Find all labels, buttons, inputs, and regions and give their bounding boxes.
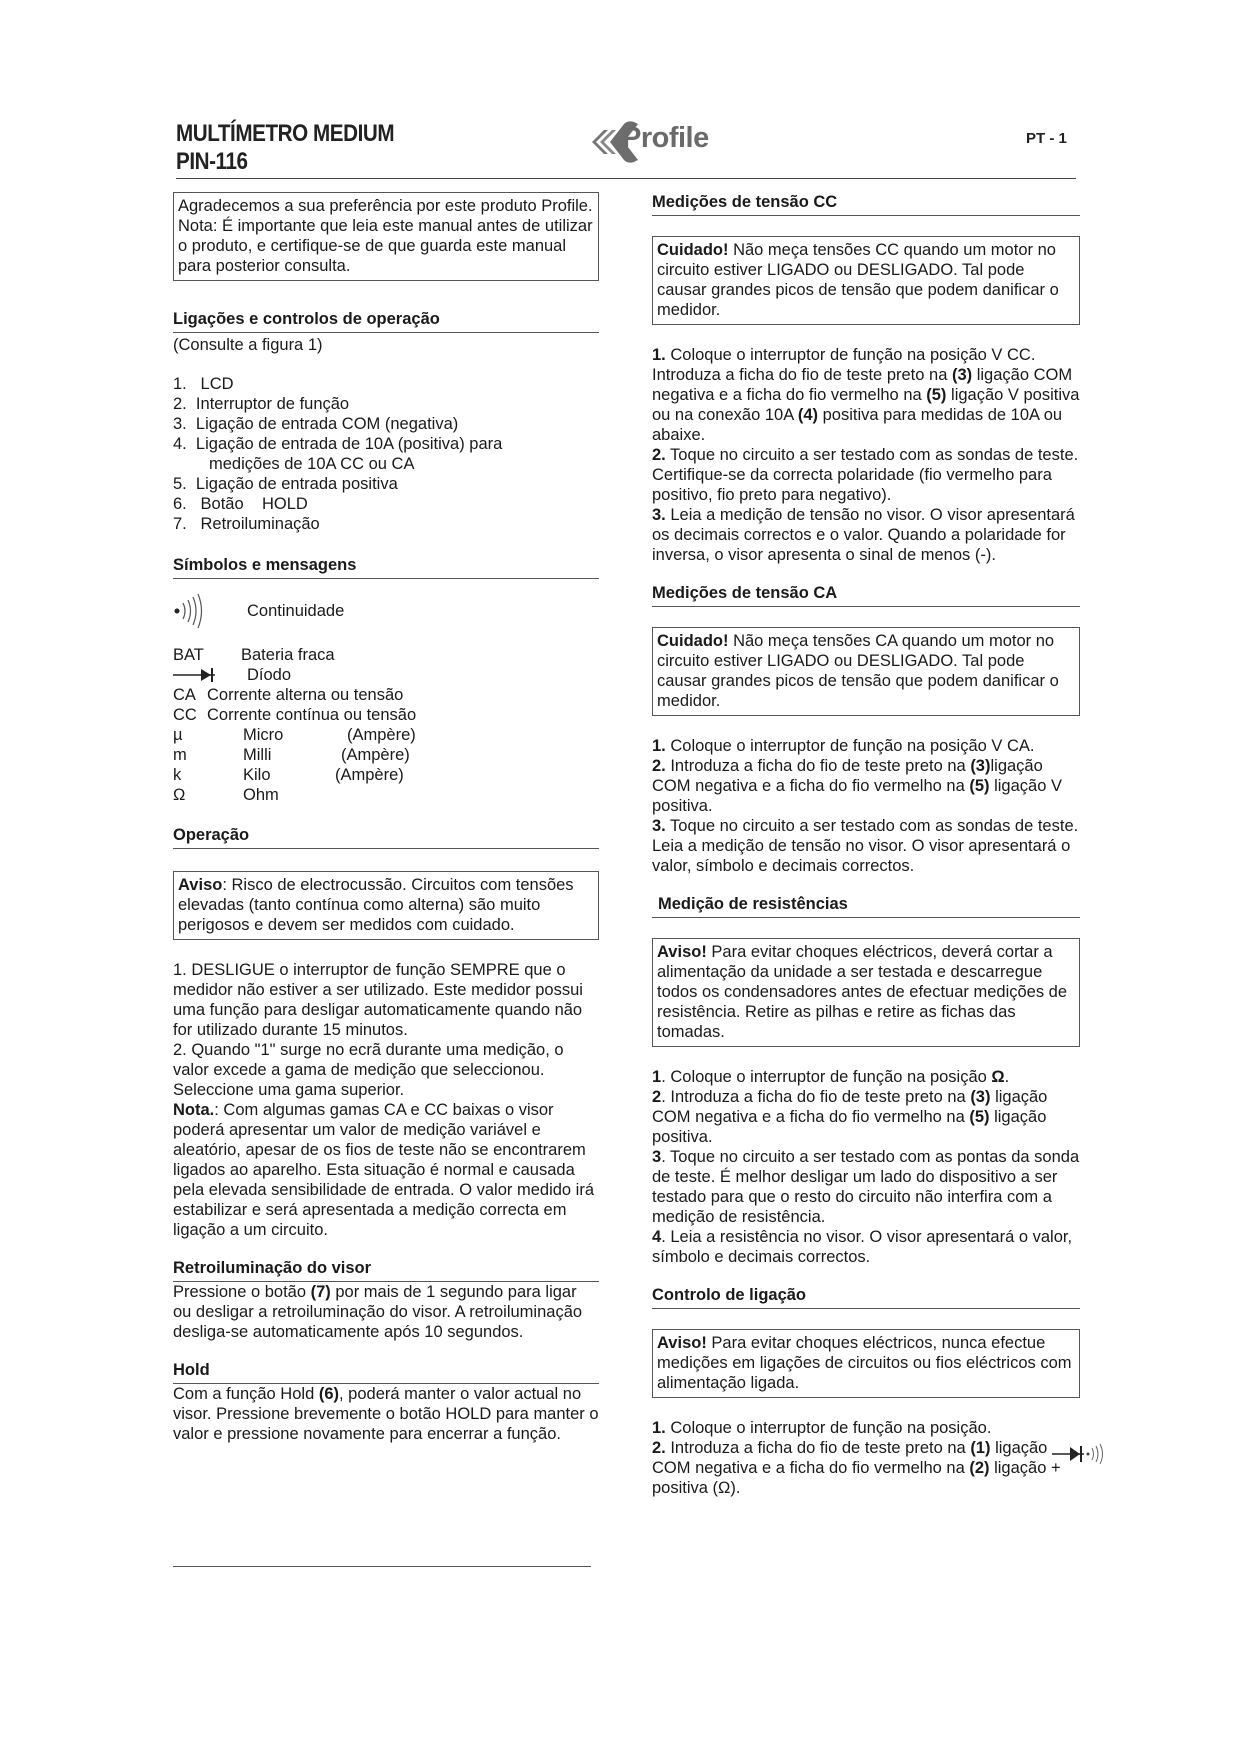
- symbol-row-continuity: [173, 591, 599, 631]
- text-run: Pressione o botão: [173, 1283, 311, 1301]
- logo-wordmark: Profile: [622, 122, 709, 154]
- dc-step-2: [652, 445, 1080, 505]
- list-item: 6. Botão HOLD: [173, 495, 308, 513]
- profile-logo: [578, 112, 708, 172]
- unit-name: Ohm: [243, 786, 279, 804]
- unit-name: Micro: [243, 726, 284, 744]
- ac-heading: Medições de tensão CA: [652, 583, 1080, 607]
- operation-warning-box: [173, 871, 599, 940]
- connections-sub: (Consulte a figura 1): [173, 336, 323, 354]
- warning-text: Para evitar choques eléctricos, deverá cortar a alimentação da unidade a ser testada e descarregue todos os condensadores antes de efectuar medições de resistência. Retire as pilhas e retire as fichas das tomadas.: [657, 943, 1068, 1041]
- warning-text: Para evitar choques eléctricos, nunca efectue medições em ligações de circuitos ou fios eléctricos com alimentação ligada.: [657, 1334, 1072, 1392]
- continuity-step-2: [652, 1438, 1080, 1498]
- dc-heading: Medições de tensão CC: [652, 192, 1080, 216]
- text-run: . Toque no circuito a ser testado com as pontas da sonda de teste. É melhor desligar um lado do dispositivo a ser testado para que o resto do circuito não interfira com a medição de resistência.: [652, 1148, 1080, 1226]
- step-number: 1.: [652, 1419, 666, 1437]
- text-run: Coloque o interruptor de função na posição.: [665, 1419, 992, 1437]
- connections-list: [173, 374, 599, 534]
- unit-symbol: µ: [173, 726, 183, 744]
- unit-name: Kilo: [243, 766, 271, 784]
- warning-label: Cuidado!: [657, 632, 729, 650]
- continuity-warning: [657, 1333, 1075, 1393]
- text-run: . Introduza a ficha do fio de teste preto na: [661, 1088, 971, 1106]
- warning-label: Aviso: [178, 876, 223, 894]
- backlight-text: [173, 1282, 599, 1342]
- header-divider: [176, 178, 1076, 179]
- connections-heading: Ligações e controlos de operação: [173, 309, 599, 333]
- symbol-row-cc: [173, 705, 599, 725]
- dc-warning-box: [652, 236, 1080, 325]
- text-run: Leia a medição de tensão no visor. O visor apresentará os decimais correctos e o valor. Quando a polaridade for inversa, o visor apresenta o sinal de menos (-).: [652, 506, 1075, 564]
- unit-qualifier: (Ampère): [335, 766, 404, 784]
- step-number: 1: [652, 1068, 662, 1086]
- unit-qualifier: (Ampère): [341, 746, 410, 764]
- unit-symbol: m: [173, 746, 187, 764]
- list-item: medições de 10A CC ou CA: [209, 455, 415, 473]
- symbol-row-ca: [173, 685, 599, 705]
- resistance-step-2: [652, 1087, 1080, 1147]
- operation-warning: [178, 875, 594, 935]
- unit-name: Milli: [243, 746, 272, 764]
- right-column: [652, 192, 1080, 1498]
- operation-p2: 2. Quando "1" surge no ecrã durante uma medição, o valor excede a gama de medição que seleccionou. Seleccione uma gama superior.: [173, 1041, 564, 1099]
- warning-label: Aviso!: [657, 943, 707, 961]
- step-number: 1.: [652, 346, 666, 364]
- list-item: 1. LCD: [173, 375, 234, 393]
- bold-ref: (5): [969, 777, 990, 795]
- text-run: ligação V positiva ou na conexão 10A: [652, 386, 1080, 424]
- text-run: ligação V positiva.: [652, 777, 1062, 815]
- text-run: . Coloque o interruptor de função na posição: [661, 1068, 992, 1086]
- ac-warning-box: [652, 627, 1080, 716]
- dc-step-3: [652, 505, 1080, 565]
- bold-ref: (2): [969, 1459, 990, 1477]
- text-run: Introduza a ficha do fio de teste preto na: [665, 1439, 971, 1457]
- text-run: , poderá manter o valor actual no visor. Pressione brevemente o botão HOLD para manter o valor e pressione novamente para encerrar a função.: [173, 1385, 599, 1443]
- bold-ref: (5): [926, 386, 947, 404]
- step-number: 2: [652, 1088, 662, 1106]
- text-run: Com a função Hold: [173, 1385, 319, 1403]
- list-item: 7. Retroiluminação: [173, 515, 320, 533]
- text-run: ligação COM negativa e a ficha do fio vermelho na: [652, 1439, 1048, 1477]
- continuity-warning-box: [652, 1329, 1080, 1398]
- note-label: Nota.: [173, 1101, 215, 1119]
- resistance-step-1: [652, 1067, 1080, 1087]
- unit-symbol: k: [173, 766, 182, 784]
- backlight-heading: Retroiluminação do visor: [173, 1258, 599, 1282]
- bold-ref: (3): [970, 757, 991, 775]
- ac-step-2: [652, 756, 1080, 816]
- title-line-1: MULTÍMETRO MEDIUM: [176, 120, 395, 147]
- text-run: Introduza a ficha do fio de teste preto na: [665, 757, 971, 775]
- unit-row: [173, 745, 599, 765]
- list-item: 3. Ligação de entrada COM (negativa): [173, 415, 459, 433]
- text-run: ligação COM negativa e a ficha do fio vermelho na: [652, 1088, 1048, 1126]
- continuity-heading: Controlo de ligação: [652, 1285, 1080, 1309]
- text-run: Coloque o interruptor de função na posição V CA.: [665, 737, 1035, 755]
- diode-continuity-symbol: [1052, 1440, 1112, 1473]
- ac-step-1: [652, 736, 1080, 756]
- symbol-row-diode: [173, 665, 599, 685]
- resistance-step-3: [652, 1147, 1080, 1227]
- text-run: . Leia a resistência no visor. O visor apresentará o valor, símbolo e decimais correctos.: [652, 1228, 1073, 1266]
- ac-step-3: [652, 816, 1080, 876]
- unit-qualifier: (Ampère): [347, 726, 416, 744]
- step-number: 2.: [652, 1439, 666, 1457]
- ca-label: Corrente alterna ou tensão: [207, 686, 404, 704]
- page-title: [176, 120, 394, 176]
- list-item: 2. Interruptor de função: [173, 395, 350, 413]
- step-number: 4: [652, 1228, 662, 1246]
- continuity-step-1: [652, 1418, 1080, 1438]
- bold-ref: (7): [310, 1283, 331, 1301]
- operation-note: [173, 1100, 599, 1240]
- continuity-label: Continuidade: [247, 602, 345, 620]
- text-run: Toque no circuito a ser testado com as sondas de teste. Leia a medição de tensão no visor. O visor apresentará o valor, símbolo e decimais correctos.: [652, 817, 1079, 875]
- dc-warning: [657, 240, 1075, 320]
- list-item: 4. Ligação de entrada de 10A (positiva) para: [173, 435, 503, 453]
- list-item: 5. Ligação de entrada positiva: [173, 475, 398, 493]
- bold-ref: (3): [970, 1088, 991, 1106]
- resistance-warning: [657, 942, 1075, 1042]
- bold-ref: (3): [951, 366, 973, 384]
- resistance-warning-box: [652, 938, 1080, 1047]
- bold-ref: (6): [318, 1385, 339, 1403]
- warning-text: Não meça tensões CC quando um motor no circuito estiver LIGADO ou DESLIGADO. Tal pode causar grandes picos de tensão que podem danificar o medidor.: [657, 241, 1059, 319]
- bold-ref: (1): [970, 1439, 991, 1457]
- bold-ref: (5): [969, 1108, 990, 1126]
- resistance-heading: Medição de resistências: [652, 894, 1080, 918]
- note-text: : Com algumas gamas CA e CC baixas o visor poderá apresentar um valor de medição variável e aleatório, apesar de os fios de teste não se encontrarem ligados ao aparelho. Esta situação é normal e causada pela elevada sensibilidade de entrada. O valor medido irá estabilizar e será apresentada a medição correcta em ligação a um circuito.: [173, 1101, 595, 1239]
- resistance-step-4: [652, 1227, 1080, 1267]
- intro-box: [173, 192, 599, 281]
- operation-heading: Operação: [173, 825, 599, 849]
- text-run: ligação + positiva (Ω).: [652, 1459, 1061, 1497]
- step-number: 3: [652, 1148, 662, 1166]
- step-number: 3.: [652, 817, 666, 835]
- text-run: .: [1004, 1068, 1010, 1086]
- text-run: ligação COM negativa e a ficha do fio vermelho na: [652, 757, 1043, 795]
- hold-text: [173, 1384, 599, 1444]
- page-number: PT - 1: [1026, 130, 1067, 147]
- step-number: 2.: [652, 446, 666, 464]
- diode-icon: [173, 665, 217, 685]
- text-run: por mais de 1 segundo para ligar ou desligar a retroiluminação do visor. A retroiluminação desliga-se automaticamente após 10 segundos.: [173, 1283, 583, 1341]
- symbol-row-bat: [173, 645, 599, 665]
- warning-label: Aviso!: [657, 1334, 707, 1352]
- symbols-heading: Símbolos e mensagens: [173, 555, 599, 579]
- unit-row: [173, 765, 599, 785]
- cc-code: CC: [173, 706, 197, 724]
- bat-code: BAT: [173, 646, 204, 664]
- text-run: Toque no circuito a ser testado com as sondas de teste. Certifique-se da correcta polaridade (fio vermelho para positivo, fio preto para negativo).: [652, 446, 1079, 504]
- continuity-icon: [173, 591, 213, 631]
- unit-row: [173, 725, 599, 745]
- step-number: 1.: [652, 737, 666, 755]
- title-line-2: PIN-116: [176, 148, 248, 175]
- bold-ref: Ω: [991, 1068, 1005, 1086]
- dc-step-1: [652, 345, 1080, 445]
- step-number: 2.: [652, 757, 666, 775]
- warning-label: Cuidado!: [657, 241, 729, 259]
- diode-label: Díodo: [247, 666, 292, 684]
- diode-continuity-icon: [1052, 1440, 1112, 1468]
- text-run: ligação COM negativa e a ficha do fio vermelho na: [652, 366, 1073, 404]
- warning-text: Não meça tensões CA quando um motor no circuito estiver LIGADO ou DESLIGADO. Tal pode causar grandes picos de tensão que podem danificar o medidor.: [657, 632, 1059, 710]
- ca-code: CA: [173, 686, 196, 704]
- unit-symbol: Ω: [173, 786, 186, 804]
- bat-label: Bateria fraca: [241, 646, 335, 664]
- text-run: positiva para medidas de 10A ou abaixe.: [652, 406, 1063, 444]
- cc-label: Corrente contínua ou tensão: [207, 706, 417, 724]
- text-run: ligação positiva.: [652, 1108, 1047, 1146]
- text-run: Coloque o interruptor de função na posição V CC. Introduza a ficha do fio de teste preto na: [652, 346, 1036, 384]
- bottom-divider: [173, 1566, 591, 1567]
- operation-p1: 1. DESLIGUE o interruptor de função SEMPRE que o medidor não estiver a ser utilizado. Este medidor possui uma função para desligar automaticamente quando não for utilizado durante 15 minutos.: [173, 961, 583, 1039]
- bold-ref: (4): [797, 406, 819, 424]
- warning-text: : Risco de electrocussão. Circuitos com tensões elevadas (tanto contínua como alterna) são muito perigosos e devem ser medidos com cuidado.: [178, 876, 574, 934]
- intro-text: Agradecemos a sua preferência por este produto Profile. Nota: É importante que leia este manual antes de utilizar o produto, e certifique-se de que guarda este manual para posterior consulta.: [178, 197, 593, 275]
- left-column: [173, 192, 599, 1444]
- hold-heading: Hold: [173, 1360, 599, 1384]
- ac-warning: [657, 631, 1075, 711]
- step-number: 3.: [652, 506, 666, 524]
- unit-row: [173, 785, 599, 805]
